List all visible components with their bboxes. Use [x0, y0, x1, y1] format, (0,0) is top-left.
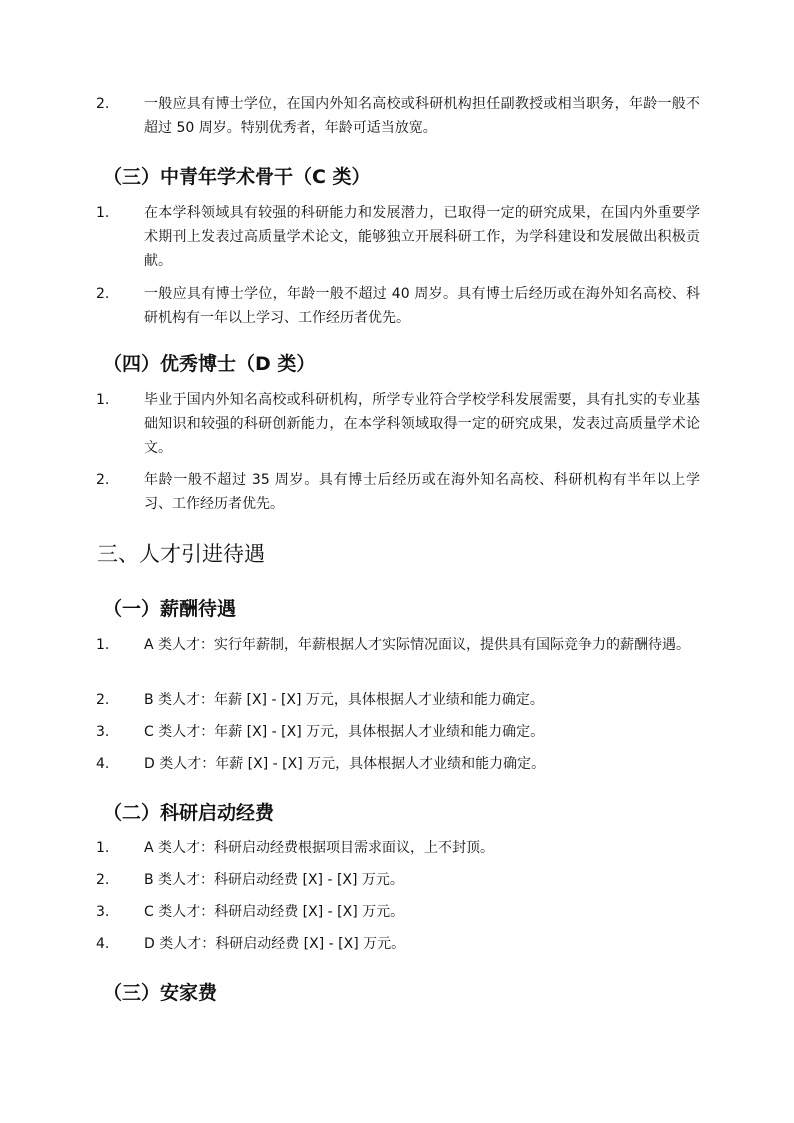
- list-number: 4.: [96, 756, 110, 772]
- list-text: C 类人才：科研启动经费 [X] - [X] 万元。: [144, 904, 405, 920]
- list-number: 2.: [96, 286, 110, 302]
- list-text: D 类人才：科研启动经费 [X] - [X] 万元。: [144, 936, 406, 952]
- list-text: B 类人才：年薪 [X] - [X] 万元，具体根据人才业绩和能力确定。: [144, 692, 544, 708]
- list-text: 一般应具有博士学位，年龄一般不超过 40 周岁。具有博士后经历或在海外知名高校、科研机构有一年以上学习、工作经历者优先。: [144, 286, 700, 326]
- list-text: 一般应具有博士学位，在国内外知名高校或科研机构担任副教授或相当职务，年龄一般不超过 50 周岁。特别优秀者，年龄可适当放宽。: [144, 96, 700, 136]
- list-text: 毕业于国内外知名高校或科研机构，所学专业符合学校学科发展需要，具有扎实的专业基础知识和较强的科研创新能力，在本学科领域取得一定的研究成果，发表过高质量学术论文。: [144, 392, 700, 456]
- list-text: D 类人才：年薪 [X] - [X] 万元，具体根据人才业绩和能力确定。: [144, 756, 546, 772]
- section-heading-salary: （一）薪酬待遇: [103, 598, 237, 620]
- list-number: 3.: [96, 904, 110, 920]
- list-number: 2.: [96, 96, 110, 112]
- list-number: 1.: [96, 840, 110, 856]
- chapter-heading-treatment: 三、人才引进待遇: [97, 542, 265, 566]
- list-text: A 类人才：实行年薪制，年薪根据人才实际情况面议，提供具有国际竞争力的薪酬待遇。: [144, 637, 691, 653]
- list-number: 2.: [96, 692, 110, 708]
- list-number: 1.: [96, 392, 110, 408]
- list-text: B 类人才：科研启动经费 [X] - [X] 万元。: [144, 872, 404, 888]
- list-text: A 类人才：科研启动经费根据项目需求面议，上不封顶。: [144, 840, 495, 856]
- list-number: 3.: [96, 724, 110, 740]
- list-number: 1.: [96, 205, 110, 221]
- list-text: 年龄一般不超过 35 周岁。具有博士后经历或在海外知名高校、科研机构有半年以上学习、工作经历者优先。: [144, 472, 700, 512]
- section-heading-research: （二）科研启动经费: [103, 802, 275, 824]
- list-text: C 类人才：年薪 [X] - [X] 万元，具体根据人才业绩和能力确定。: [144, 724, 545, 740]
- section-heading-settle: （三）安家费: [103, 982, 218, 1004]
- list-number: 2.: [96, 472, 110, 488]
- section-heading-c: （三）中青年学术骨干（C 类）: [103, 166, 371, 188]
- list-number: 1.: [96, 637, 110, 653]
- list-number: 4.: [96, 936, 110, 952]
- section-heading-d: （四）优秀博士（D 类）: [103, 353, 316, 375]
- list-number: 2.: [96, 872, 110, 888]
- list-text: 在本学科领域具有较强的科研能力和发展潜力，已取得一定的研究成果，在国内外重要学术期刊上发表过高质量学术论文，能够独立开展科研工作，为学科建设和发展做出积极贡献。: [144, 205, 700, 269]
